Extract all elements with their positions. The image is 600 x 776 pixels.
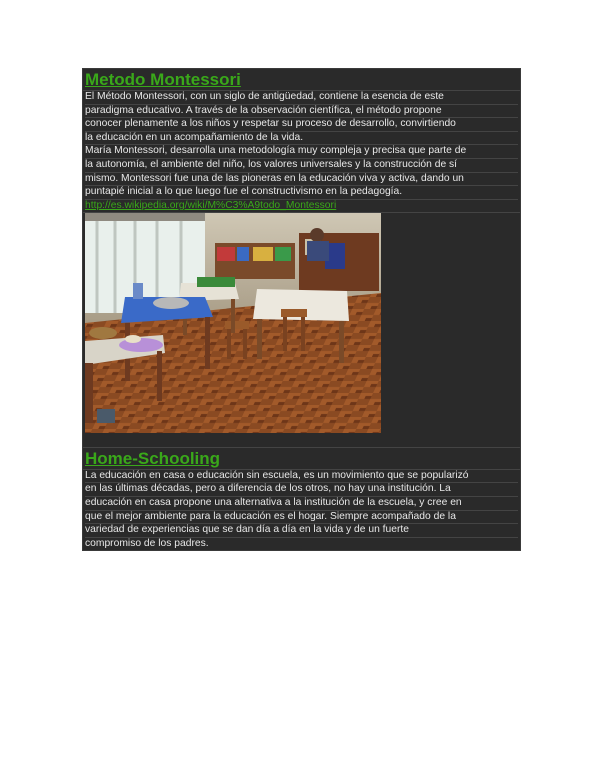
montessori-paragraph xyxy=(83,91,520,200)
classroom-photo-container xyxy=(83,213,520,439)
paragraph-line: conocer plenamente a los niños y respetar su proceso de desarrollo, convirtiendo xyxy=(85,118,518,132)
wikipedia-link[interactable]: http://es.wikipedia.org/wiki/M%C3%A9todo_Montessori xyxy=(83,200,520,213)
paragraph-line: María Montessori, desarrolla una metodología muy compleja y precisa que parte de xyxy=(85,145,518,159)
paragraph-line: paradigma educativo. A través de la observación científica, el método propone xyxy=(85,105,518,119)
paragraph-line: mismo. Montessori fue una de las pioneras en la educación viva y activa, dando un xyxy=(85,173,518,187)
divider xyxy=(83,439,520,448)
paragraph-line: El Método Montessori, con un siglo de antigüedad, contiene la esencia de este xyxy=(85,91,518,105)
paragraph-line: compromiso de los padres. xyxy=(85,537,209,549)
paragraph-line: en las últimas décadas, pero a diferencia de los otros, no hay una institución. La xyxy=(85,483,518,497)
paragraph-line: educación en casa propone una alternativa a la institución de la escuela, y cree en xyxy=(85,497,518,511)
classroom-photo xyxy=(85,213,381,433)
paragraph-line: puntapié inicial a lo que luego fue el constructivismo en la pedagogía. xyxy=(85,186,518,200)
content-panel xyxy=(82,68,521,551)
section-heading-homeschooling: Home-Schooling xyxy=(83,448,520,470)
paragraph-line: variedad de experiencias que se dan día a día en la vida y de un fuerte xyxy=(85,524,518,538)
paragraph-line: la educación en un acompañamiento de la vida. xyxy=(85,132,518,146)
paragraph-line: que el mejor ambiente para la educación es el hogar. Siempre acompañado de la xyxy=(85,511,518,525)
section-heading-montessori: Metodo Montessori xyxy=(83,69,520,91)
homeschooling-paragraph xyxy=(83,470,520,551)
paragraph-line: la autonomía, el ambiente del niño, los valores universales y la construcción de sí xyxy=(85,159,518,173)
paragraph-line: La educación en casa o educación sin escuela, es un movimiento que se popularizó xyxy=(85,470,518,484)
